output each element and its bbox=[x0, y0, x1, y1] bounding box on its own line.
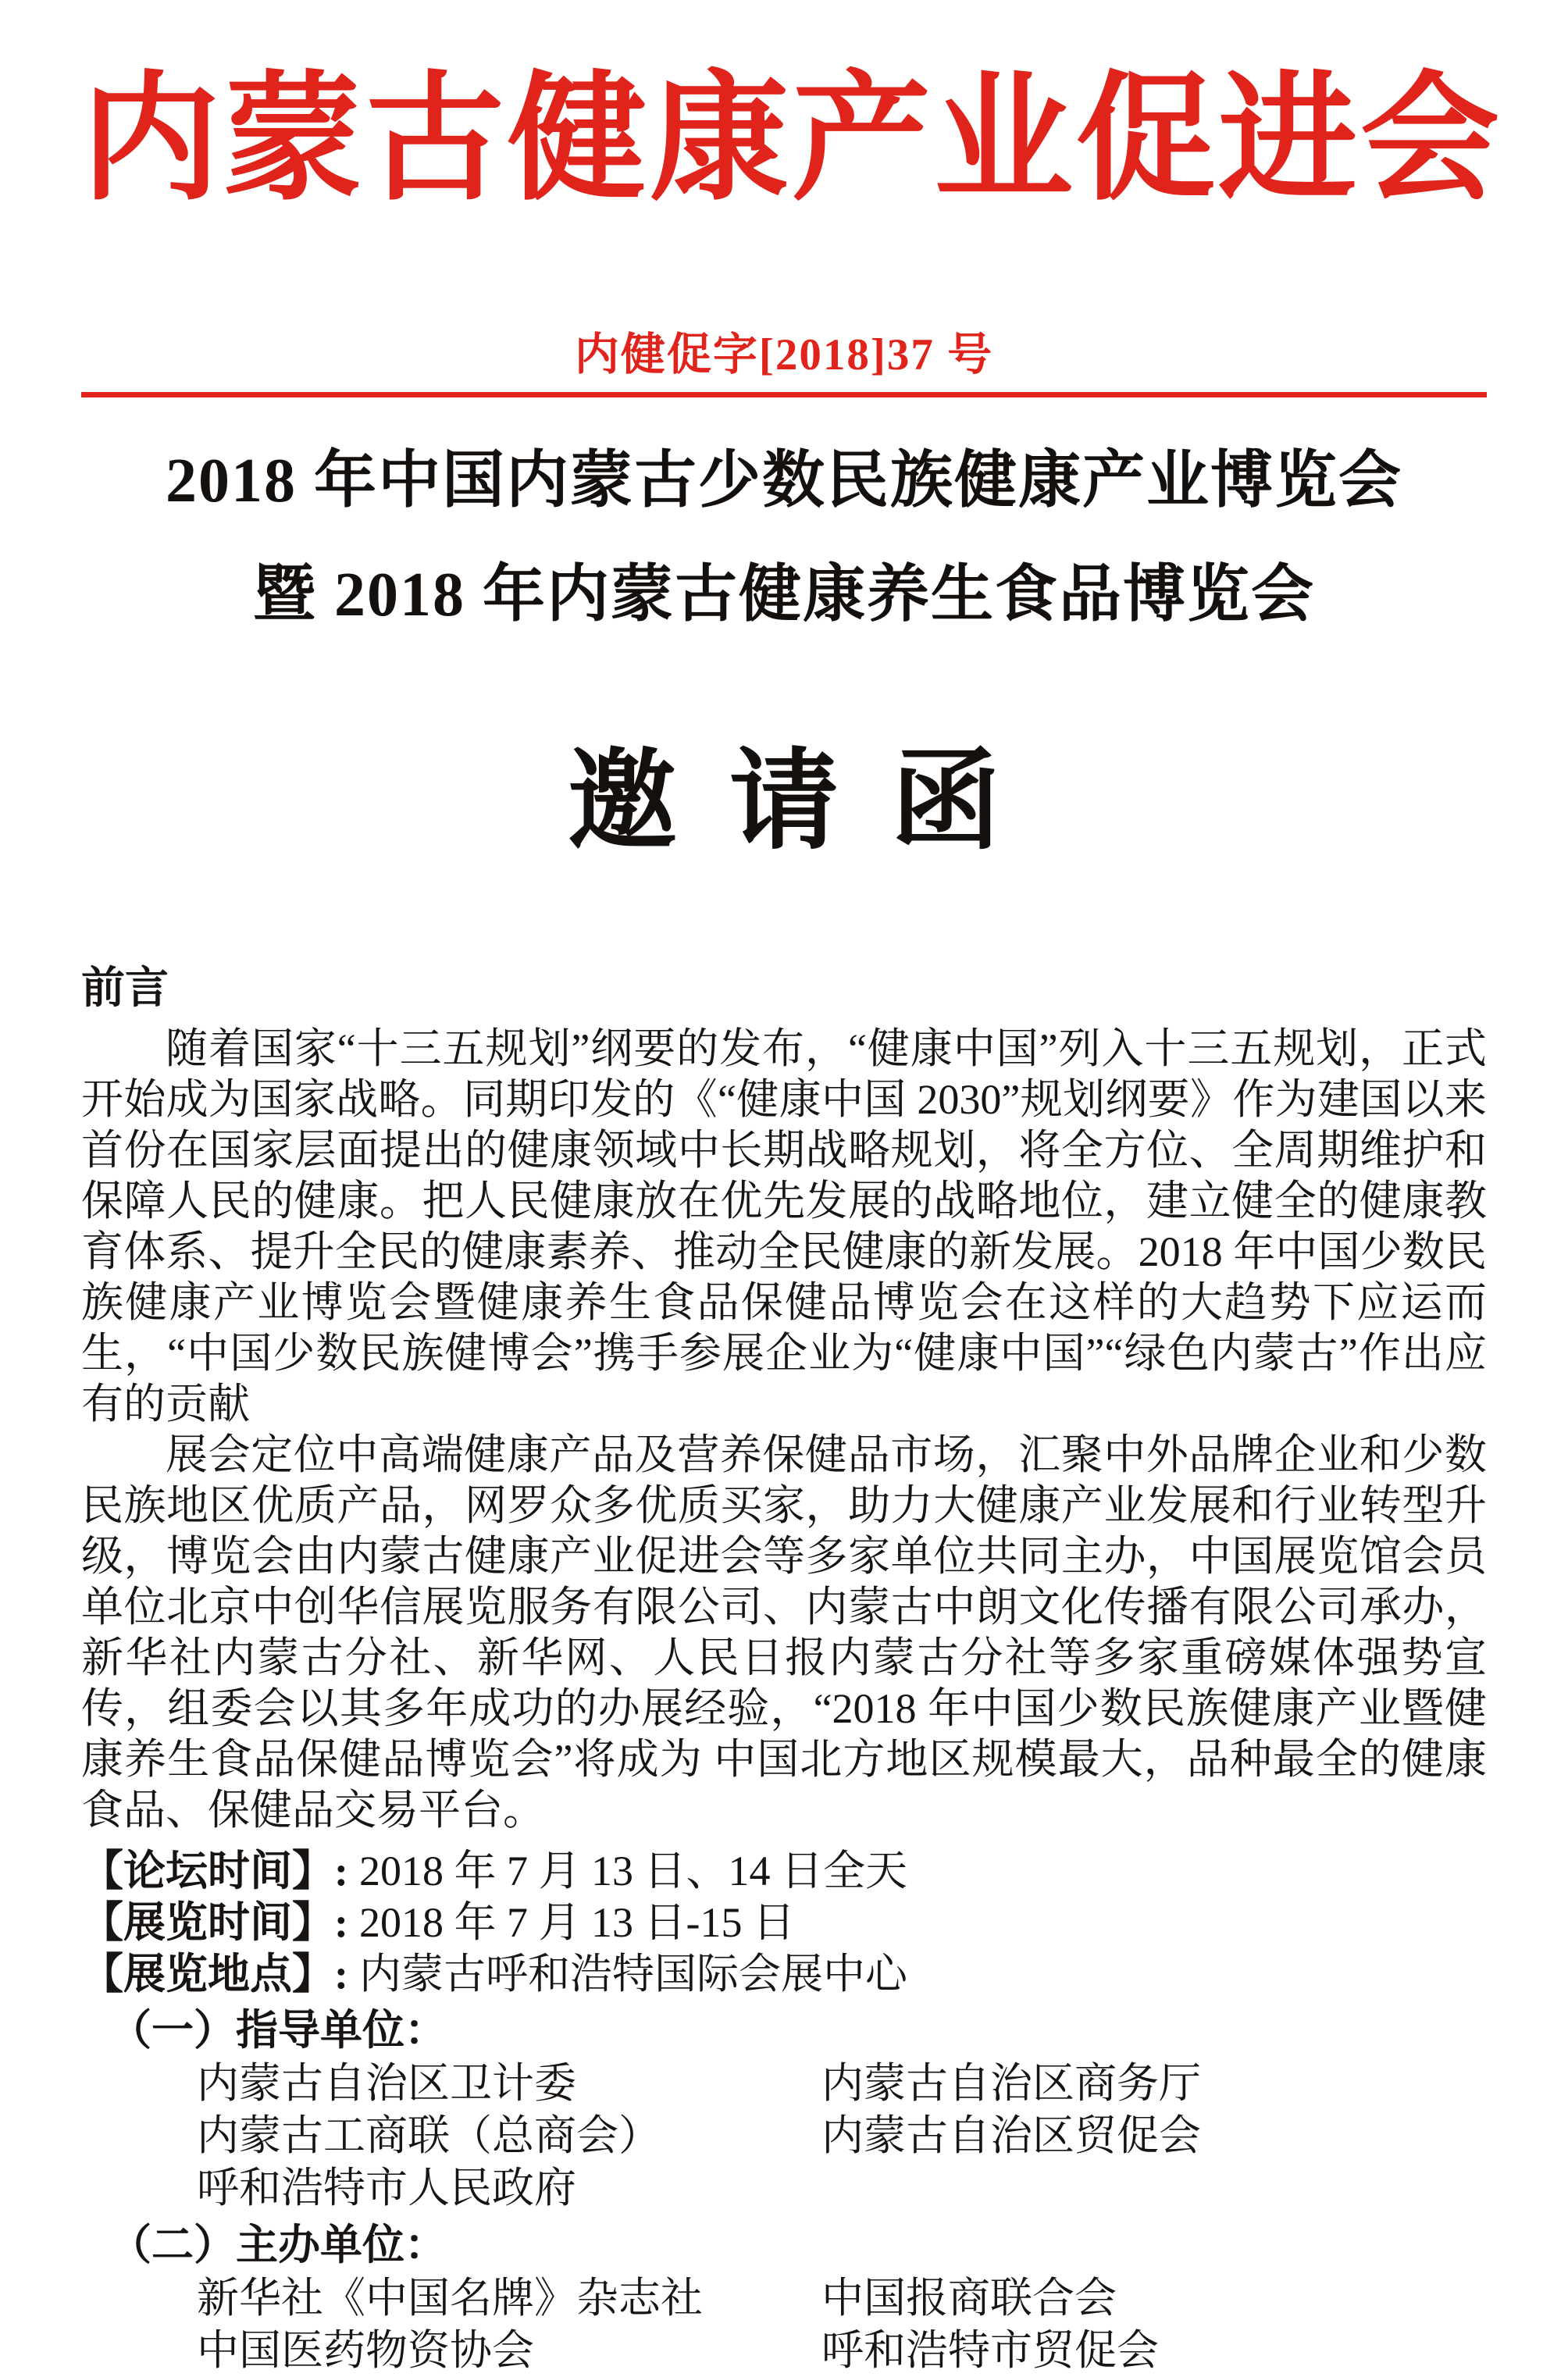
detail-line bbox=[81, 1845, 1487, 1897]
letterhead-org-name: 内蒙古健康产业促进会 bbox=[81, 62, 1502, 217]
host-units-rows bbox=[81, 2272, 1487, 2377]
letter-subject: 邀请函 bbox=[567, 742, 1053, 864]
detail-value: 2018 年 7 月 13 日、14 日全天 bbox=[358, 1848, 907, 1895]
unit-name-left: 呼和浩特市人民政府 bbox=[197, 2165, 576, 2212]
detail-value: 2018 年 7 月 13 日-15 日 bbox=[358, 1899, 795, 1947]
detail-line bbox=[81, 1897, 1487, 1948]
host-units-heading: （二）主办单位： bbox=[109, 2222, 447, 2269]
detail-line bbox=[81, 1948, 1487, 2000]
event-title-line1: 2018 年中国内蒙古少数民族健康产业博览会 bbox=[166, 447, 1402, 516]
unit-name-right: 中国报商联合会 bbox=[821, 2275, 1117, 2322]
preface-heading: 前言 bbox=[81, 964, 169, 1014]
unit-name-left: 内蒙古自治区卫计委 bbox=[197, 2060, 576, 2108]
letterhead-doc-number: 内健促字[2018]37 号 bbox=[574, 330, 994, 380]
preface-paragraphs bbox=[81, 1024, 1487, 1836]
unit-name-left: 内蒙古工商联（总商会） bbox=[197, 2112, 661, 2160]
unit-name-right: 内蒙古自治区贸促会 bbox=[821, 2112, 1201, 2160]
unit-name-right bbox=[821, 2162, 1487, 2215]
unit-row bbox=[81, 2110, 1487, 2162]
unit-name-left: 新华社《中国名牌》杂志社 bbox=[197, 2275, 703, 2322]
detail-label: 【展览地点】: bbox=[81, 1951, 348, 1998]
unit-row bbox=[81, 2162, 1487, 2215]
unit-row bbox=[81, 2058, 1487, 2110]
detail-label: 【论坛时间】: bbox=[81, 1848, 348, 1895]
letterhead-divider-rule bbox=[81, 392, 1487, 397]
event-details bbox=[81, 1845, 1487, 2000]
unit-row bbox=[81, 2325, 1487, 2377]
unit-name-right: 呼和浩特市贸促会 bbox=[821, 2327, 1159, 2375]
detail-value: 内蒙古呼和浩特国际会展中心 bbox=[358, 1951, 907, 1998]
unit-name-right: 内蒙古自治区商务厅 bbox=[821, 2060, 1201, 2108]
guide-units-section bbox=[81, 2003, 1487, 2215]
detail-label: 【展览时间】: bbox=[81, 1899, 348, 1947]
guide-units-rows bbox=[81, 2058, 1487, 2215]
event-title bbox=[81, 424, 1487, 652]
host-units-section bbox=[81, 2218, 1487, 2377]
unit-row bbox=[81, 2272, 1487, 2325]
preface-paragraph: 展会定位中高端健康产品及营养保健品市场，汇聚中外品牌企业和少数民族地区优质产品，网罗众多优质买家，助力大健康产业发展和行业转型升级，博览会由内蒙古健康产业促进会等多家单位共同主办，中国展览馆会员单位北京中创华信展览服务有限公司、内蒙古中朗文化传播有限公司承办，新华社内蒙古分社、新华网、人民日报内蒙古分社等多家重磅媒体强势宣传，组委会以其多年成功的办展经验，“2018 年中国少数民族健康产业暨健康养生食品保健品博览会”将成为 中国北方地区规模最大，品种最全的健康食品、保健品交易平台。 bbox=[81, 1431, 1487, 1834]
unit-name-left: 中国医药物资协会 bbox=[197, 2327, 534, 2375]
guide-units-heading: （一）指导单位： bbox=[109, 2007, 447, 2054]
preface-paragraph: 随着国家“十三五规划”纲要的发布，“健康中国”列入十三五规划，正式开始成为国家战略。同期印发的《“健康中国 2030”规划纲要》作为建国以来首份在国家层面提出的健康领域中长期战略规划，将全方位、全周期维护和保障人民的健康。把人民健康放在优先发展的战略地位，建立健全的健康教育体系、提升全民的健康素养、推动全民健康的新发展。2018 年中国少数民族健康产业博览会暨健康养生食品保健品博览会在这样的大趋势下应运而生，“中国少数民族健博会”携手参展企业为“健康中国”“绿色内蒙古”作出应有的贡献 bbox=[81, 1025, 1487, 1428]
event-title-line2: 暨 2018 年内蒙古健康养生食品博览会 bbox=[253, 561, 1315, 630]
